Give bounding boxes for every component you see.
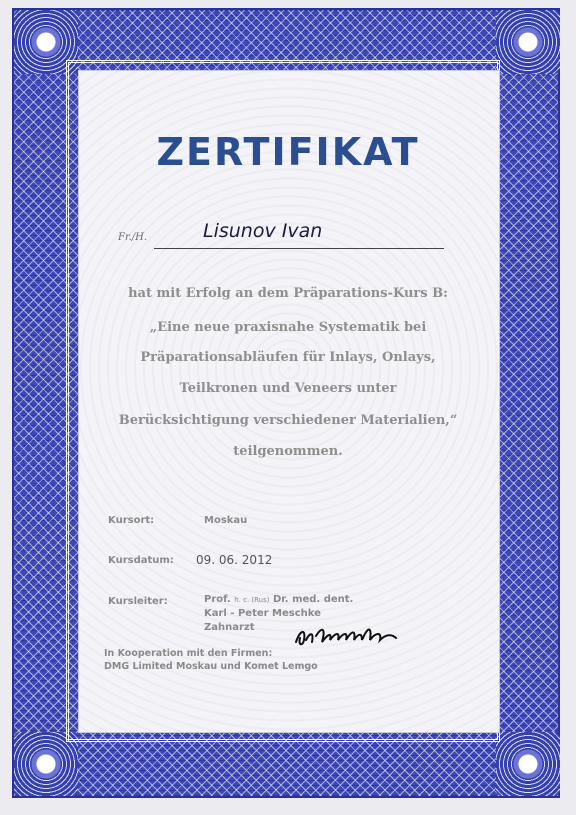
kursleiter-name: Karl - Peter Meschke (204, 608, 321, 619)
cooperation-line-2: DMG Limited Moskau und Komet Lemgo (104, 661, 318, 672)
salutation-label: Fr./H. (118, 232, 148, 243)
corner-rosette-top-right (496, 10, 560, 74)
cooperation-line-1: In Kooperation mit den Firmen: (104, 648, 273, 659)
kursleiter-title-prefix: Prof. (204, 594, 231, 605)
kursort-value: Moskau (204, 515, 248, 526)
kursleiter-label: Kursleiter: (108, 596, 168, 607)
kursleiter-role: Zahnarzt (204, 622, 255, 633)
kursort-label: Kursort: (108, 515, 155, 526)
body-line-6: teilgenommen. (233, 444, 343, 459)
kursdatum-value: 09. 06. 2012 (196, 553, 273, 567)
kursleiter-honoris-causa: h. c. (Rus) (234, 596, 270, 604)
kursleiter-title-suffix: Dr. med. dent. (272, 594, 354, 605)
corner-rosette-bottom-right (496, 732, 560, 796)
name-underline (154, 248, 444, 249)
body-line-5: Berücksichtigung verschiedener Materialien,“ (118, 413, 458, 428)
body-line-3: Präparationsabläufen für Inlays, Onlays, (140, 350, 436, 365)
recipient-name: Lisunov Ivan (203, 220, 323, 242)
body-line-2: „Eine neue praxisnahe Systematik bei (149, 320, 427, 335)
kursdatum-label: Kursdatum: (108, 555, 174, 566)
body-line-1: hat mit Erfolg an dem Präparations-Kurs B: (128, 286, 448, 301)
body-line-4: Teilkronen und Veneers unter (179, 381, 397, 396)
certificate-title: ZERTIFIKAT (156, 130, 420, 174)
handwritten-signature (292, 622, 412, 650)
kursleiter-title (204, 594, 353, 605)
